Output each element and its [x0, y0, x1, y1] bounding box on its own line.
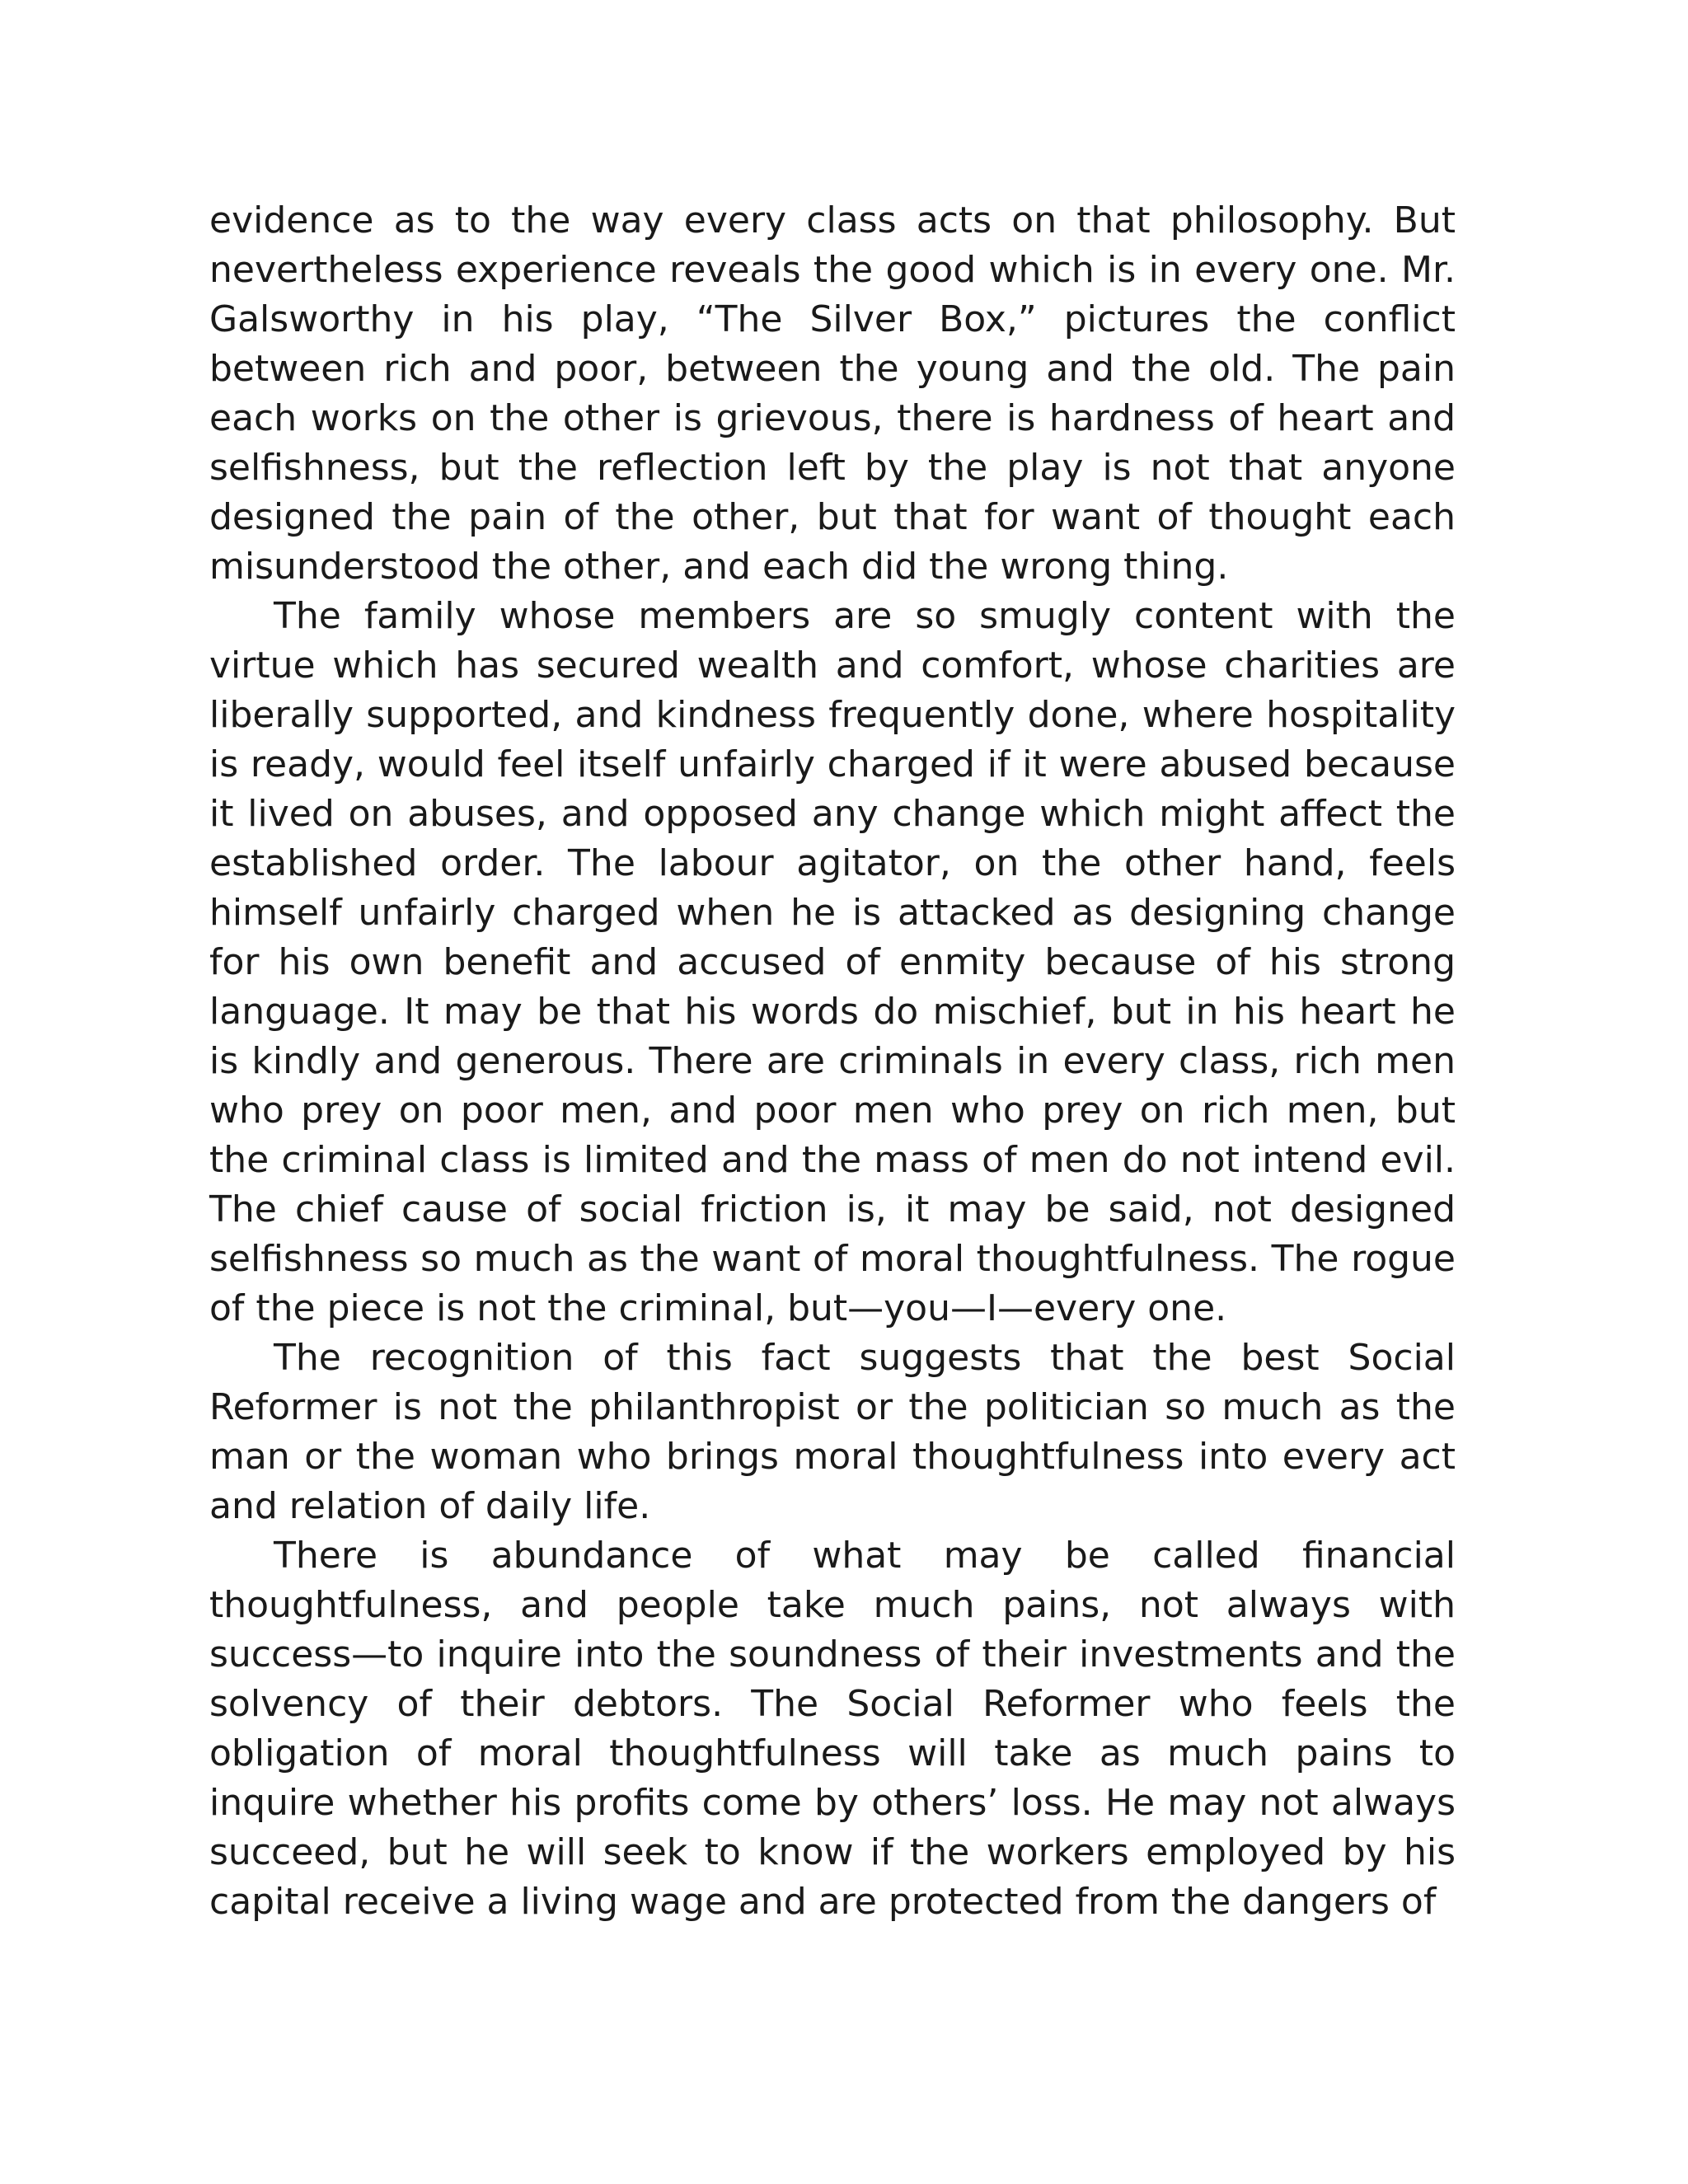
page-text-block: [209, 196, 1456, 1927]
paragraph-3: The recognition of this fact suggests that the best Social Reformer is not the philanthropist or the politician so much as the man or the woman who brings moral thoughtfulness into every act and relation of daily life.: [209, 1337, 1456, 1527]
paragraph-4: There is abundance of what may be called financial thoughtfulness, and people take much pains, not always with success—to inquire into the soundness of their investments and the solvency of their debtors. The Social Reformer who feels the obligation of moral thoughtfulness will take as much pains to inquire whether his profits come by others’ loss. He may not always succeed, but he will seek to know if the workers employed by his capital receive a living wage and are protected from the dangers of: [209, 1535, 1456, 1923]
paragraph-2: The family whose members are so smugly content with the virtue which has secured wealth and comfort, whose charities are liberally supported, and kindness frequently done, where hospitality is ready, would feel itself unfairly charged if it were abused because it lived on abuses, and opposed any change which might affect the established order. The labour agitator, on the other hand, feels himself unfairly charged when he is attacked as designing change for his own benefit and accused of enmity because of his strong language. It may be that his words do mischief, but in his heart he is kindly and generous. There are criminals in every class, rich men who prey on poor men, and poor men who prey on rich men, but the criminal class is limited and the mass of men do not intend evil. The chief cause of social friction is, it may be said, not designed selfishness so much as the want of moral thoughtfulness. The rogue of the piece is not the criminal, but—you—I—every one.: [209, 595, 1456, 1329]
paragraph-1: evidence as to the way every class acts on that philosophy. But nevertheless experience reveals the good which is in every one. Mr. Galsworthy in his play, “The Silver Box,” pictures the conflict between rich and poor, between the young and the old. The pain each works on the other is grievous, there is hardness of heart and selfishness, but the reflection left by the play is not that anyone designed the pain of the other, but that for want of thought each misunderstood the other, and each did the wrong thing.: [209, 199, 1456, 588]
